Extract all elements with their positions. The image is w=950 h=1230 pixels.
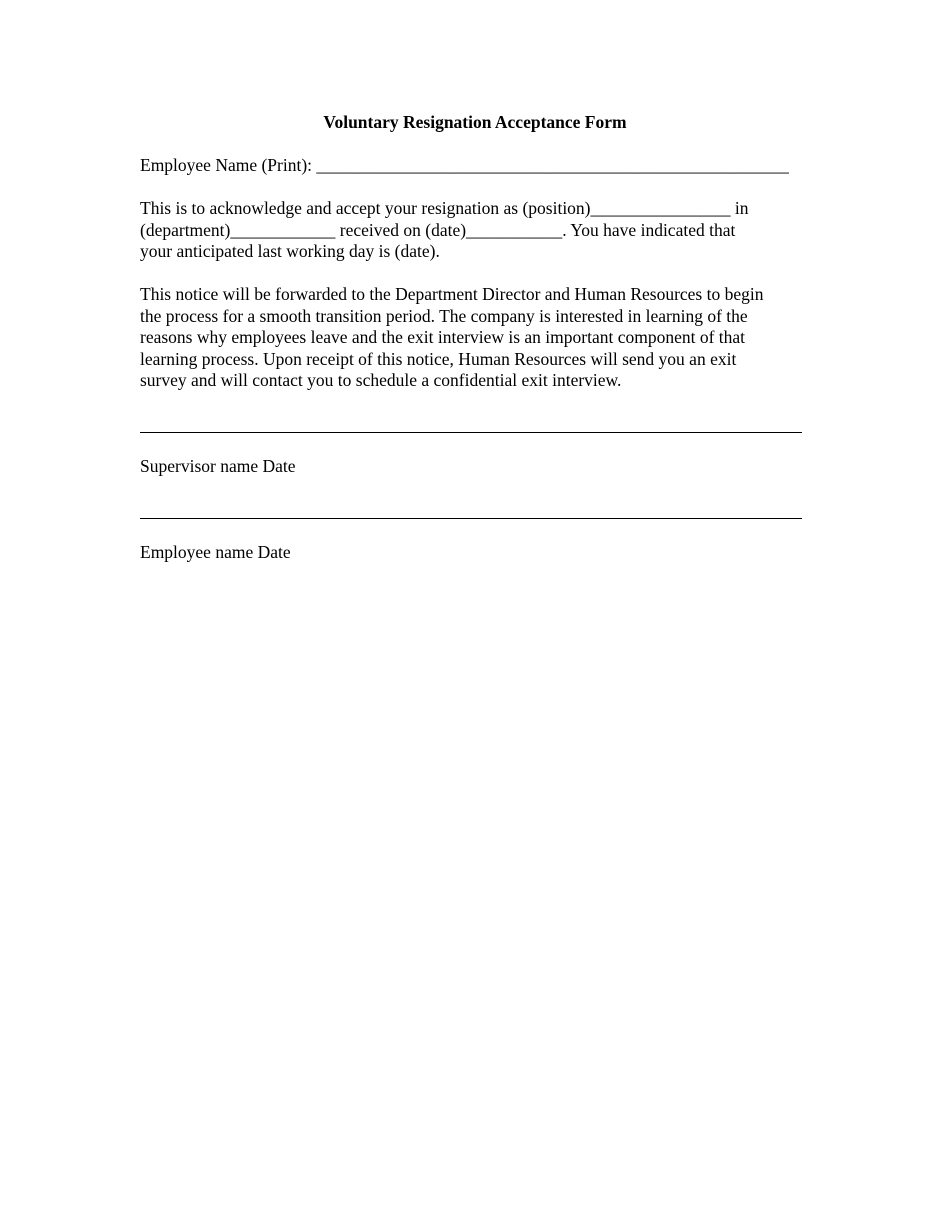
acknowledgement-line-1: This is to acknowledge and accept your resignation as (position)________________ in [140,198,749,218]
acknowledgement-paragraph [140,198,810,263]
notice-line-5: survey and will contact you to schedule a confidential exit interview. [140,370,622,390]
employee-signature-line [140,518,802,519]
employee-signature-label: Employee name Date [140,542,291,562]
supervisor-signature-label: Supervisor name Date [140,456,296,476]
supervisor-signature-line [140,432,802,433]
notice-line-4: learning process. Upon receipt of this notice, Human Resources will send you an exit [140,348,737,369]
notice-line-1: This notice will be forwarded to the Department Director and Human Resources to begin [140,284,764,304]
notice-line-3: reasons why employees leave and the exit interview is an important component of that [140,327,746,347]
acknowledgement-line-3: your anticipated last working day is (date). [140,241,440,261]
acknowledgement-line-2: (department)____________ received on (date)___________. You have indicated that [140,219,736,240]
notice-line-2: the process for a smooth transition period. The company is interested in learning of the [140,305,748,326]
notice-paragraph [140,284,810,392]
form-title: Voluntary Resignation Acceptance Form [323,112,627,132]
employee-name-field: Employee Name (Print): ______________________________________________________ [140,155,789,175]
